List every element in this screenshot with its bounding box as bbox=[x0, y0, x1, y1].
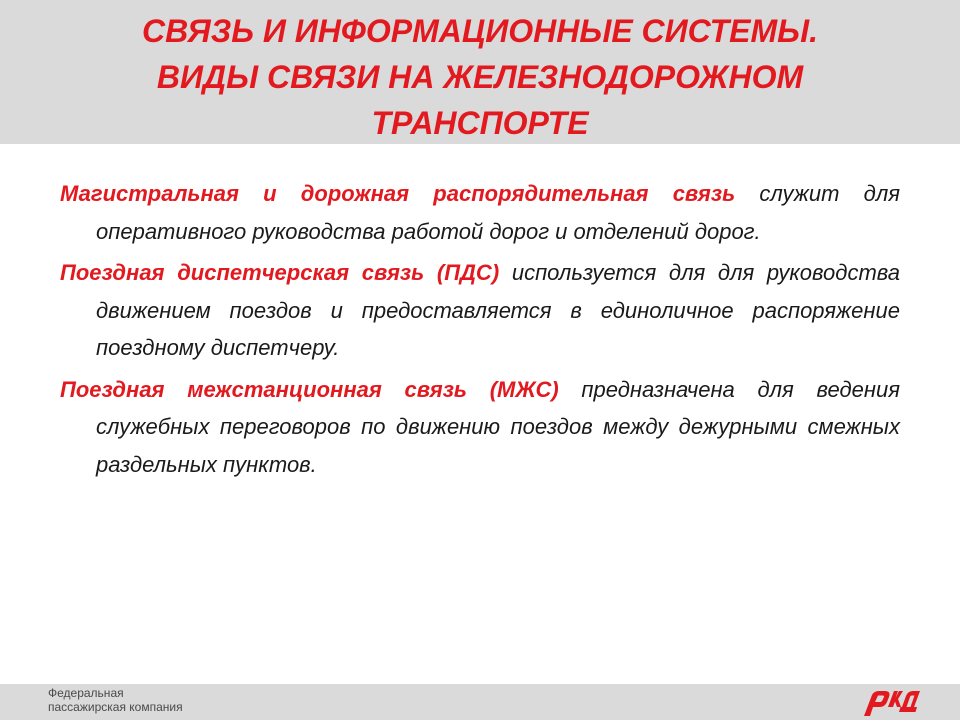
company-name bbox=[48, 686, 183, 714]
paragraph-interstation bbox=[60, 371, 900, 484]
company-name-line: Федеральная bbox=[48, 686, 124, 700]
paragraph-text: служит для оперативного руководства работой дорог и отделений дорог. bbox=[96, 181, 900, 244]
slide-title-line: ВИДЫ СВЯЗИ НА ЖЕЛЕЗНОДОРОЖНОМ bbox=[156, 59, 804, 95]
paragraph-main-dispatch bbox=[60, 175, 900, 250]
term-highlight: Магистральная и дорожная распорядительная связь bbox=[60, 181, 736, 206]
term-highlight: Поездная диспетчерская связь (ПДС) bbox=[60, 260, 500, 285]
company-name-line: пассажирская компания bbox=[48, 700, 183, 714]
paragraph-text: используется для для руководства движением поездов и предоставляется в единоличное распоряжение поездному диспетчеру. bbox=[96, 260, 901, 360]
paragraph-text: предназначена для ведения служебных переговоров по движению поездов между дежурными смежных раздельных пунктов. bbox=[96, 376, 900, 477]
footer-bar bbox=[0, 684, 960, 720]
slide-title-line: ТРАНСПОРТЕ bbox=[371, 105, 589, 141]
slide-body bbox=[60, 175, 900, 487]
slide-title bbox=[20, 8, 940, 146]
term-highlight: Поездная межстанционная связь (МЖС) bbox=[60, 376, 559, 402]
slide-title-line: СВЯЗЬ И ИНФОРМАЦИОННЫЕ СИСТЕМЫ. bbox=[141, 13, 818, 49]
rzd-logo-icon bbox=[858, 686, 926, 720]
paragraph-train-dispatch bbox=[60, 254, 900, 367]
